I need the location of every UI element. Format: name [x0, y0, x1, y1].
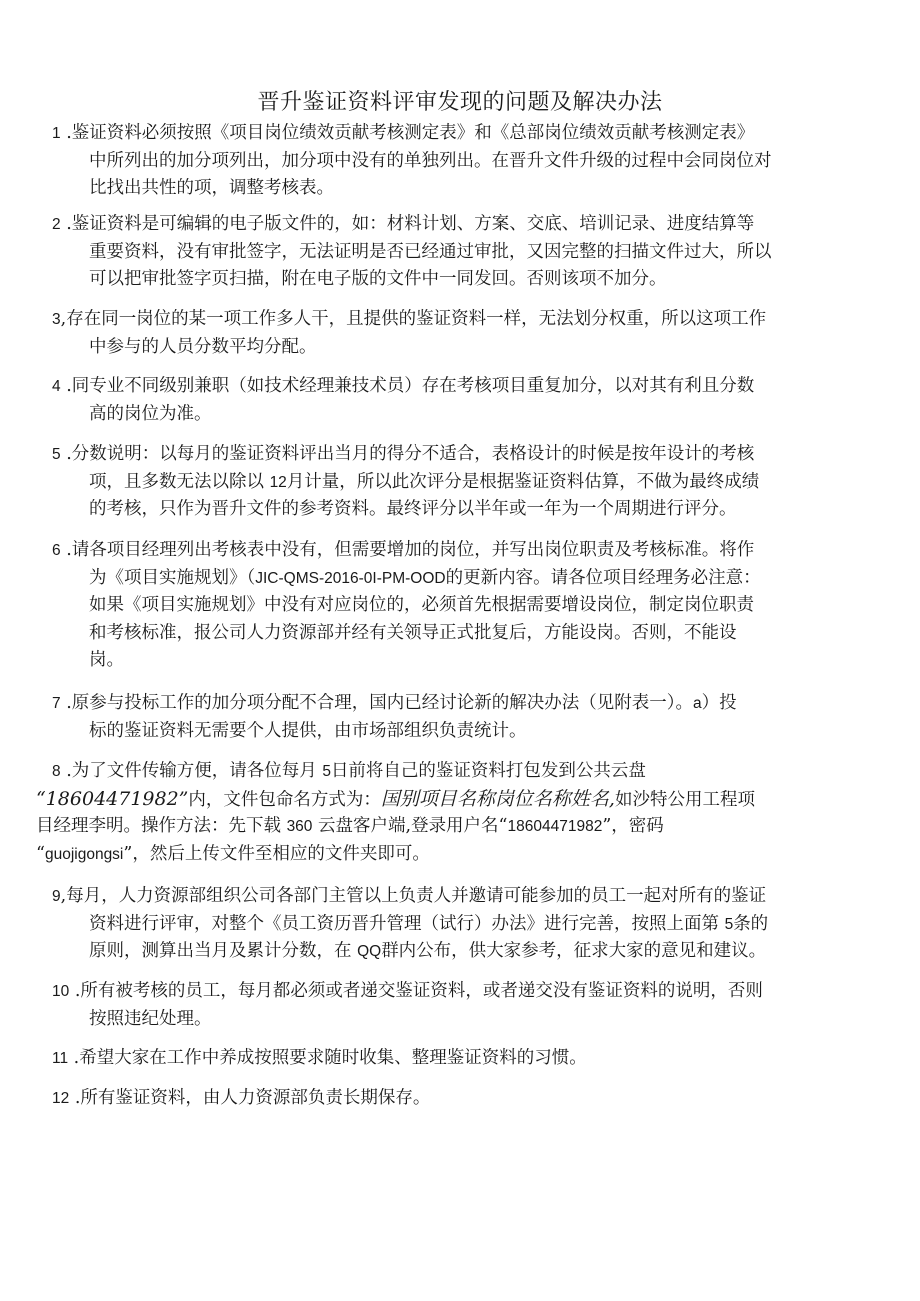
- item-line: 按照违纪处理。: [89, 1008, 212, 1029]
- item-line: 比找出共性的项，调整考核表。: [89, 178, 334, 198]
- item-line: “guojigongsi”，然后上传文件至相应的文件夹即可。: [36, 843, 430, 864]
- page-title: 晋升鉴证资料评审发现的问题及解决办法: [257, 89, 663, 115]
- item-line: 为《项目实施规划》（JIC-QMS-2016-0I-PM-OOD的更新内容。请各位项目经理务必注意：: [89, 567, 761, 588]
- item-line: 重要资料，没有审批签字，无法证明是否已经通过审批，又因完整的扫描文件过大，所以: [89, 241, 772, 262]
- item-line: 1 .鉴证资料必须按照《项目岗位绩效贡献考核测定表》和《总部岗位绩效贡献考核测定表》: [52, 123, 755, 143]
- item-line: 9,每月，人力资源部组织公司各部门主管以上负责人并邀请可能参加的员工一起对所有的鉴证: [52, 886, 767, 906]
- item-line: 10 .所有被考核的员工，每月都必须或者递交鉴证资料，或者递交没有鉴证资料的说明，否则: [52, 981, 763, 1001]
- item-line: 如果《项目实施规划》中没有对应岗位的，必须首先根据需要增设岗位，制定岗位职责: [89, 595, 754, 615]
- item-line: 2 .鉴证资料是可编辑的电子版文件的，如：材料计划、方案、交底、培训记录、进度结算等: [52, 214, 755, 234]
- item-line: 8 .为了文件传输方便，请各位每月 5日前将自己的鉴证资料打包发到公共云盘: [52, 761, 646, 781]
- item-line: 资料进行评审，对整个《员工资历晋升管理（试行）办法》进行完善，按照上面第 5条的: [89, 913, 769, 934]
- item-line: 可以把审批签字页扫描，附在电子版的文件中一同发回。否则该项不加分。: [89, 269, 667, 289]
- item-line: 和考核标准，报公司人力资源部并经有关领导正式批复后，方能设岗。否则，不能设: [89, 622, 737, 643]
- item-line: 原则，测算出当月及累计分数，在 QQ群内公布，供大家参考，征求大家的意见和建议。: [89, 941, 767, 961]
- item-line: 目经理李明。操作方法：先下载 360 云盘客户端,登录用户名“18604471982”，密码: [36, 816, 664, 836]
- item-line: 标的鉴证资料无需要个人提供，由市场部组织负责统计。: [89, 720, 527, 741]
- item-line: 中参与的人员分数平均分配。: [89, 336, 317, 357]
- item-line: 岗。: [89, 650, 124, 670]
- item-line: 5 .分数说明：以每月的鉴证资料评出当月的得分不适合，表格设计的时候是按年设计的考核: [52, 444, 755, 464]
- item-line: 3,存在同一岗位的某一项工作多人干，且提供的鉴证资料一样，无法划分权重，所以这项工作: [52, 309, 767, 329]
- item-line: 6 .请各项目经理列出考核表中没有，但需要增加的岗位，并写出岗位职责及考核标准。将作: [52, 540, 755, 560]
- item-line: 的考核，只作为晋升文件的参考资料。最终评分以半年或一年为一个周期进行评分。: [89, 499, 737, 519]
- item-line: “18604471982”内，文件包命名方式为：国别项目名称岗位名称姓名,如沙特公用工程项: [36, 787, 755, 810]
- item-line: 4 .同专业不同级别兼职（如技术经理兼技术员）存在考核项目重复加分，以对其有利且分数: [52, 376, 755, 396]
- item-line: 11 .希望大家在工作中养成按照要求随时收集、整理鉴证资料的习惯。: [52, 1048, 587, 1068]
- item-line: 高的岗位为准。: [89, 403, 212, 424]
- item-line: 中所列出的加分项列出，加分项中没有的单独列出。在晋升文件升级的过程中会同岗位对: [89, 150, 772, 171]
- item-line: 12 .所有鉴证资料，由人力资源部负责长期保存。: [52, 1088, 431, 1108]
- item-line: 7 .原参与投标工作的加分项分配不合理，国内已经讨论新的解决办法（见附表一）。a）投: [52, 693, 737, 713]
- item-line: 项，且多数无法以除以 12月计量，所以此次评分是根据鉴证资料估算，不做为最终成绩: [89, 471, 760, 492]
